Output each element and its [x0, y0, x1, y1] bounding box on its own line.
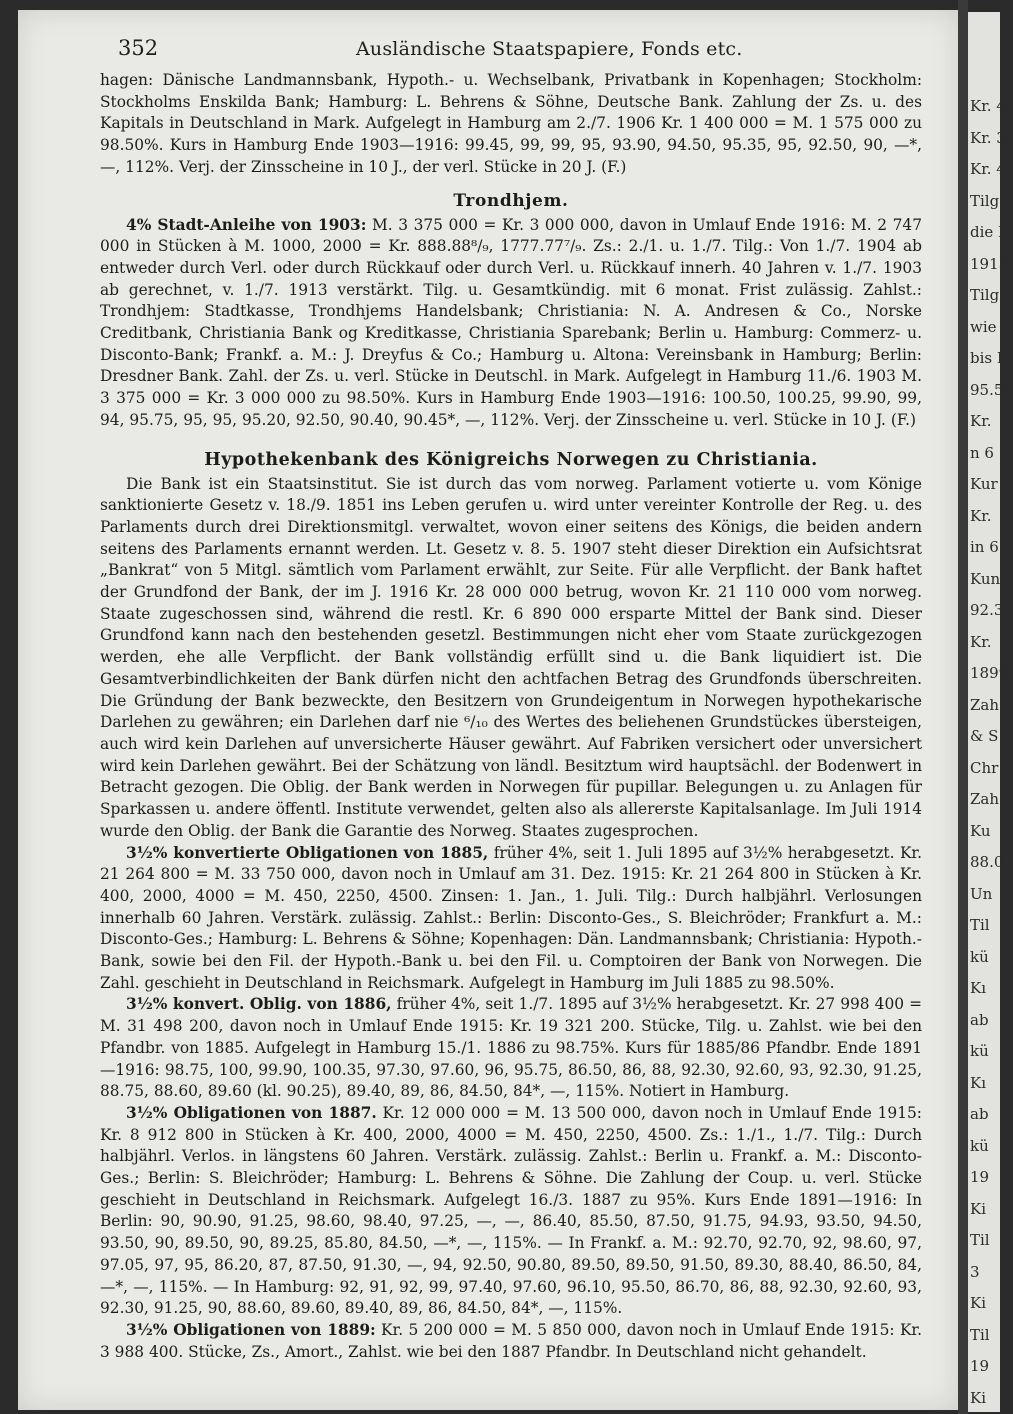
bond-title: 3½% konvert. Oblig. von 1886,	[126, 995, 392, 1014]
adjacent-page-fragment: in 6	[970, 538, 999, 556]
bank-description: Die Bank ist ein Staatsinstitut. Sie ist durch das vom norweg. Parlament votierte u. vom Könige sanktionierte Gesetz v. 18./9. 1851 ins Leben gerufen u. wird unter vereinter Kontrolle der Reg. u. des Parlaments durch drei Direktionsmitgl. verwaltet, wovon einer seitens des Königs, die beiden andern seitens des Parlaments ernannt werden. Lt. Gesetz v. 8. 5. 1907 steht dieser Direktion ein Aufsichtsrat „Bankrat“ von 5 Mitgl. sämtlich vom Parlament erwählt, zur Seite. Für alle Verpflicht. der Bank haftet der Grundfond der Bank, der im J. 1916 Kr. 28 000 000 betrug, wovon Kr. 21 110 000 vom norweg. Staate zugeschossen sind, während die restl. Kr. 6 890 000 ersparte Mittel der Bank sind. Dieser Grundfond kann nach den bestehenden gesetzl. Bestimmungen nicht eher vom Staate zurückgezogen werden, ehe alle Verpflicht. der Bank vollständig erfüllt sind u. die Bank liquidiert ist. Die Gesamtverbindlichkeiten der Bank dürfen nicht den achtfachen Betrag des Grundfonds überschreiten. Die Gründung der Bank bezweckte, den Besitzern von Grundeigentum in Norwegen hypothekarische Darlehen zu gewähren; ein Darlehen darf nie ⁶/₁₀ des Wertes des beliehenen Grundstückes übersteigen, auch wird kein Darlehen auf unversicherte Häuser gewährt. Auf Fabriken versichert oder unversichert wird kein Darlehen gewährt. Bei der Schätzung von ländl. Besitztum wird hauptsächl. der Bodenwert in Betracht gezogen. Die Oblig. der Bank werden in Norwegen für pupillar. Belegungen u. zu Anlagen für Sparkassen u. andere öffentl. Institute verwendet, gelten also als allererste Kapitalsanlage. Im Juli 1914 wurde den Oblig. der Bank die Garantie des Norweg. Staates zugesprochen.	[100, 474, 922, 840]
adjacent-page-fragment: die I	[970, 223, 1004, 241]
adjacent-page-fragment: Kr. 3	[970, 128, 1006, 147]
adjacent-page-fragment: Til	[970, 916, 990, 934]
page-body	[100, 70, 922, 1363]
bond-text: Kr. 5 200 000 = M. 5 850 000, davon noch in Umlauf Ende 1915: Kr. 3 988 400. Stücke, Zs., Amort., Zahlst. wie bei den 1887 Pfandbr. In Deutschland nicht gehandelt.	[100, 1320, 922, 1361]
bond-text: Kr. 12 000 000 = M. 13 500 000, davon noch in Umlauf Ende 1915: Kr. 8 912 800 in Stücken à Kr. 400, 2000, 4000 = M. 450, 2250, 4500. Zs.: 1./1., 1./7. Tilg.: Durch halbjährl. Verlos. in längstens 60 Jahren. Verstärk. zulässig. Zahlst.: Berlin u. Frankf. a. M.: Disconto-Ges.; Berlin: S. Bleichröder; Hamburg: L. Behrens & Söhne. Die Zahlung der Coup. u. verl. Stücke geschieht in Deutschland in Reichsmark. Aufgelegt 16./3. 1887 zu 95%. Kurs Ende 1891—1916: In Berlin: 90, 90.90, 91.25, 98.60, 98.40, 97.25, —, —, 86.40, 85.50, 87.50, 91.75, 94.93, 93.50, 94.50, 93.50, 90, 89.50, 90, 89.25, 85.80, 84.50, —*, —, 115%. — In Frankf. a. M.: 92.70, 92.70, 92, 98.60, 97, 97.05, 97, 95, 86.20, 87, 87.50, 91.30, —, 94, 92.50, 90.80, 89.50, 89.50, 91.50, 89.30, 88.40, 86.50, 84, —*, —, 115%. — In Hamburg: 92, 91, 92, 99, 97.40, 97.60, 96.10, 95.50, 86.70, 86, 88, 92.30, 92.60, 93, 92.30, 91.25, 90, 88.60, 89.60, 89.40, 89, 86, 84.50, 84*, —, 115%.	[100, 1103, 922, 1318]
continuation-paragraph: hagen: Dänische Landmannsbank, Hypoth.- u. Wechselbank, Privatbank in Kopenhagen; Stockholm: Stockholms Enskilda Bank; Hamburg: L. Behrens & Söhne, Deutsche Bank. Zahlung der Zs. u. des Kapitals in Deutschland in Mark. Aufgelegt in Hamburg am 2./7. 1906 Kr. 1 400 000 = M. 1 575 000 zu 98.50%. Kurs in Hamburg Ende 1903—1916: 99.45, 99, 99, 95, 93.90, 94.50, 95.35, 95, 92.50, 90, —*, —, 112%. Verj. der Zinsscheine in 10 J., der verl. Stücke in 20 J. (F.)	[100, 71, 922, 176]
adjacent-page-fragment: 95.50	[970, 380, 1013, 399]
bond-entry	[100, 843, 922, 995]
adjacent-page-fragment: Kr. 4	[970, 97, 1006, 115]
book-gutter	[958, 0, 968, 1414]
adjacent-page-fragment: kü	[970, 1136, 989, 1155]
adjacent-page-fragment: Tilg.	[970, 191, 1004, 210]
adjacent-page-fragment: Til	[970, 1231, 990, 1249]
page-header	[118, 36, 938, 66]
adjacent-page-fragment: kü	[970, 1042, 989, 1060]
bond-title: 3½% Obligationen von 1889:	[126, 1320, 376, 1339]
bond-text: früher 4%, seit 1. Juli 1895 auf 3½% herabgesetzt. Kr. 21 264 800 = M. 33 750 000, davon noch in Umlauf am 31. Dez. 1915: Kr. 21 264 800 in Stücken à Kr. 400, 2000, 4000 = M. 450, 2250, 4500. Zinsen: 1. Jan., 1. Juli. Tilg.: Durch halbjährl. Verlosungen innerhalb 60 Jahren. Verstärk. zulässig. Zahlst.: Berlin: Disconto-Ges., S. Bleichröder; Frankfurt a. M.: Disconto-Ges.; Hamburg: L. Behrens & Söhne; Kopenhagen: Dän. Landmannsbank; Christiania: Hypoth.-Bank, sowie bei den Fil. der Hypoth.-Bank u. bei den Fil. u. Comptoiren der Bank von Norwegen. Die Zahl. geschieht in Deutschland in Reichsmark. Aufgelegt in Hamburg im Juli 1885 zu 98.50%.	[100, 843, 922, 992]
adjacent-page-fragment: Tilg.	[970, 286, 1004, 304]
adjacent-page-fragment: Kur	[970, 475, 998, 493]
loan-text: M. 3 375 000 = Kr. 3 000 000, davon in Umlauf Ende 1916: M. 2 747 000 in Stücken à M. 1000, 2000 = Kr. 888.88⁸/₉, 1777.77⁷/₉. Zs.: 2./1. u. 1./7. Tilg.: Von 1./7. 1904 ab entweder durch Verl. oder durch Rückkauf oder durch Verl. u. Rückkauf innerh. 40 Jahren v. 1./7. 1903 ab gerechnet, v. 1./7. 1913 verstärkt. Tilg. u. Gesamtkündig. mit 6 monat. Frist zulässig. Zahlst.: Trondhjem: Stadtkasse, Trondhjems Handelsbank; Christiania: N. A. Andresen & Co., Norske Creditbank, Christiania Bank og Kreditkasse, Christiania Sparebank; Berlin u. Hamburg: Commerz- u. Disconto-Bank; Frankf. a. M.: J. Dreyfus & Co.; Hamburg u. Altona: Vereinsbank in Hamburg; Berlin: Dresdner Bank. Zahl. der Zs. u. verl. Stücke in Deutschl. in Mark. Aufgelegt in Hamburg 11./6. 1903 M. 3 375 000 = Kr. 3 000 000 zu 98.50%. Kurs in Hamburg Ende 1903—1916: 100.50, 100.25, 99.90, 99, 94, 95.75, 95, 95, 95.20, 92.50, 90.40, 90.45*, —, 112%. Verj. der Zinsscheine u. verl. Stücke in 10 J. (F.)	[100, 215, 923, 429]
adjacent-page-fragment: 88.0	[970, 853, 1004, 871]
bond-entry	[100, 1320, 922, 1363]
adjacent-page-fragment: & S	[970, 727, 999, 745]
adjacent-page-fragment: Kr.	[970, 632, 992, 651]
adjacent-page-fragment: 1915	[970, 254, 1009, 273]
adjacent-page-fragment: Chr	[970, 758, 999, 777]
adjacent-page-fragment: 3	[970, 1262, 980, 1281]
adjacent-page-fragment: Ki	[970, 1388, 987, 1407]
adjacent-page-edge	[968, 12, 1013, 1412]
adjacent-page-fragment: ab	[970, 1010, 989, 1029]
adjacent-page-fragment: Kr. 4	[970, 160, 1006, 178]
adjacent-page-fragment: wie	[970, 317, 997, 336]
adjacent-page-fragment: Kun	[970, 569, 1001, 588]
bond-text: früher 4%, seit 1./7. 1895 auf 3½% herabgesetzt. Kr. 27 998 400 = M. 31 498 200, davon noch in Umlauf Ende 1915: Kr. 19 321 200. Stücke, Tilg. u. Zahlst. wie bei den Pfandbr. von 1885. Aufgelegt in Hamburg 15./1. 1886 zu 98.75%. Kurs für 1885/86 Pfandbr. Ende 1891—1916: 98.75, 100, 99.90, 100.35, 97.30, 97.60, 96, 95.75, 86.50, 86, 88, 92.30, 92.60, 93, 92.30, 91.25, 88.75, 88.60, 89.60 (kl. 90.25), 89.40, 89, 86, 84.50, 84*, —, 115%. Notiert in Hamburg.	[100, 995, 922, 1101]
adjacent-page-fragment: bis I	[970, 349, 1003, 367]
section-heading-trondhjem: Trondhjem.	[453, 190, 569, 211]
page-number: 352	[118, 36, 159, 60]
adjacent-page-fragment: Ku	[970, 821, 991, 840]
adjacent-page-fragment: Ki	[970, 1294, 987, 1312]
loan-entry	[100, 215, 922, 432]
adjacent-page-fragment: 1899	[970, 664, 1009, 682]
adjacent-page-fragment: ab	[970, 1105, 989, 1123]
adjacent-page-fragment: Kı	[970, 979, 987, 997]
adjacent-page-fragment: 19	[970, 1357, 990, 1375]
adjacent-page-fragment: Kı	[970, 1073, 987, 1092]
adjacent-page-fragment: Kr.	[970, 412, 992, 430]
adjacent-page-fragment: kü	[970, 947, 989, 966]
bond-title: 3½% Obligationen von 1887.	[126, 1103, 377, 1122]
adjacent-page-fragment: 19	[970, 1168, 990, 1186]
adjacent-page-fragment: Zah	[970, 790, 1000, 808]
adjacent-page-fragment: n 6	[970, 443, 994, 462]
bond-entry	[100, 1103, 922, 1320]
adjacent-page-fragment: 92.3	[970, 601, 1004, 619]
adjacent-page-fragment: Zah	[970, 695, 1000, 714]
loan-title: 4% Stadt-Anleihe von 1903:	[126, 215, 367, 234]
bond-entry	[100, 994, 922, 1103]
bond-title: 3½% konvertierte Obligationen von 1885,	[126, 843, 489, 862]
adjacent-page-fragment: Un	[970, 884, 993, 903]
adjacent-page-fragment: Kr.	[970, 506, 992, 525]
adjacent-page-fragment: Til	[970, 1325, 990, 1344]
running-title: Ausländische Staatspapiere, Fonds etc.	[356, 38, 743, 60]
adjacent-page-fragment: Ki	[970, 1199, 987, 1218]
section-heading-hypothekenbank: Hypothekenbank des Königreichs Norwegen zu Christiania.	[204, 449, 818, 470]
